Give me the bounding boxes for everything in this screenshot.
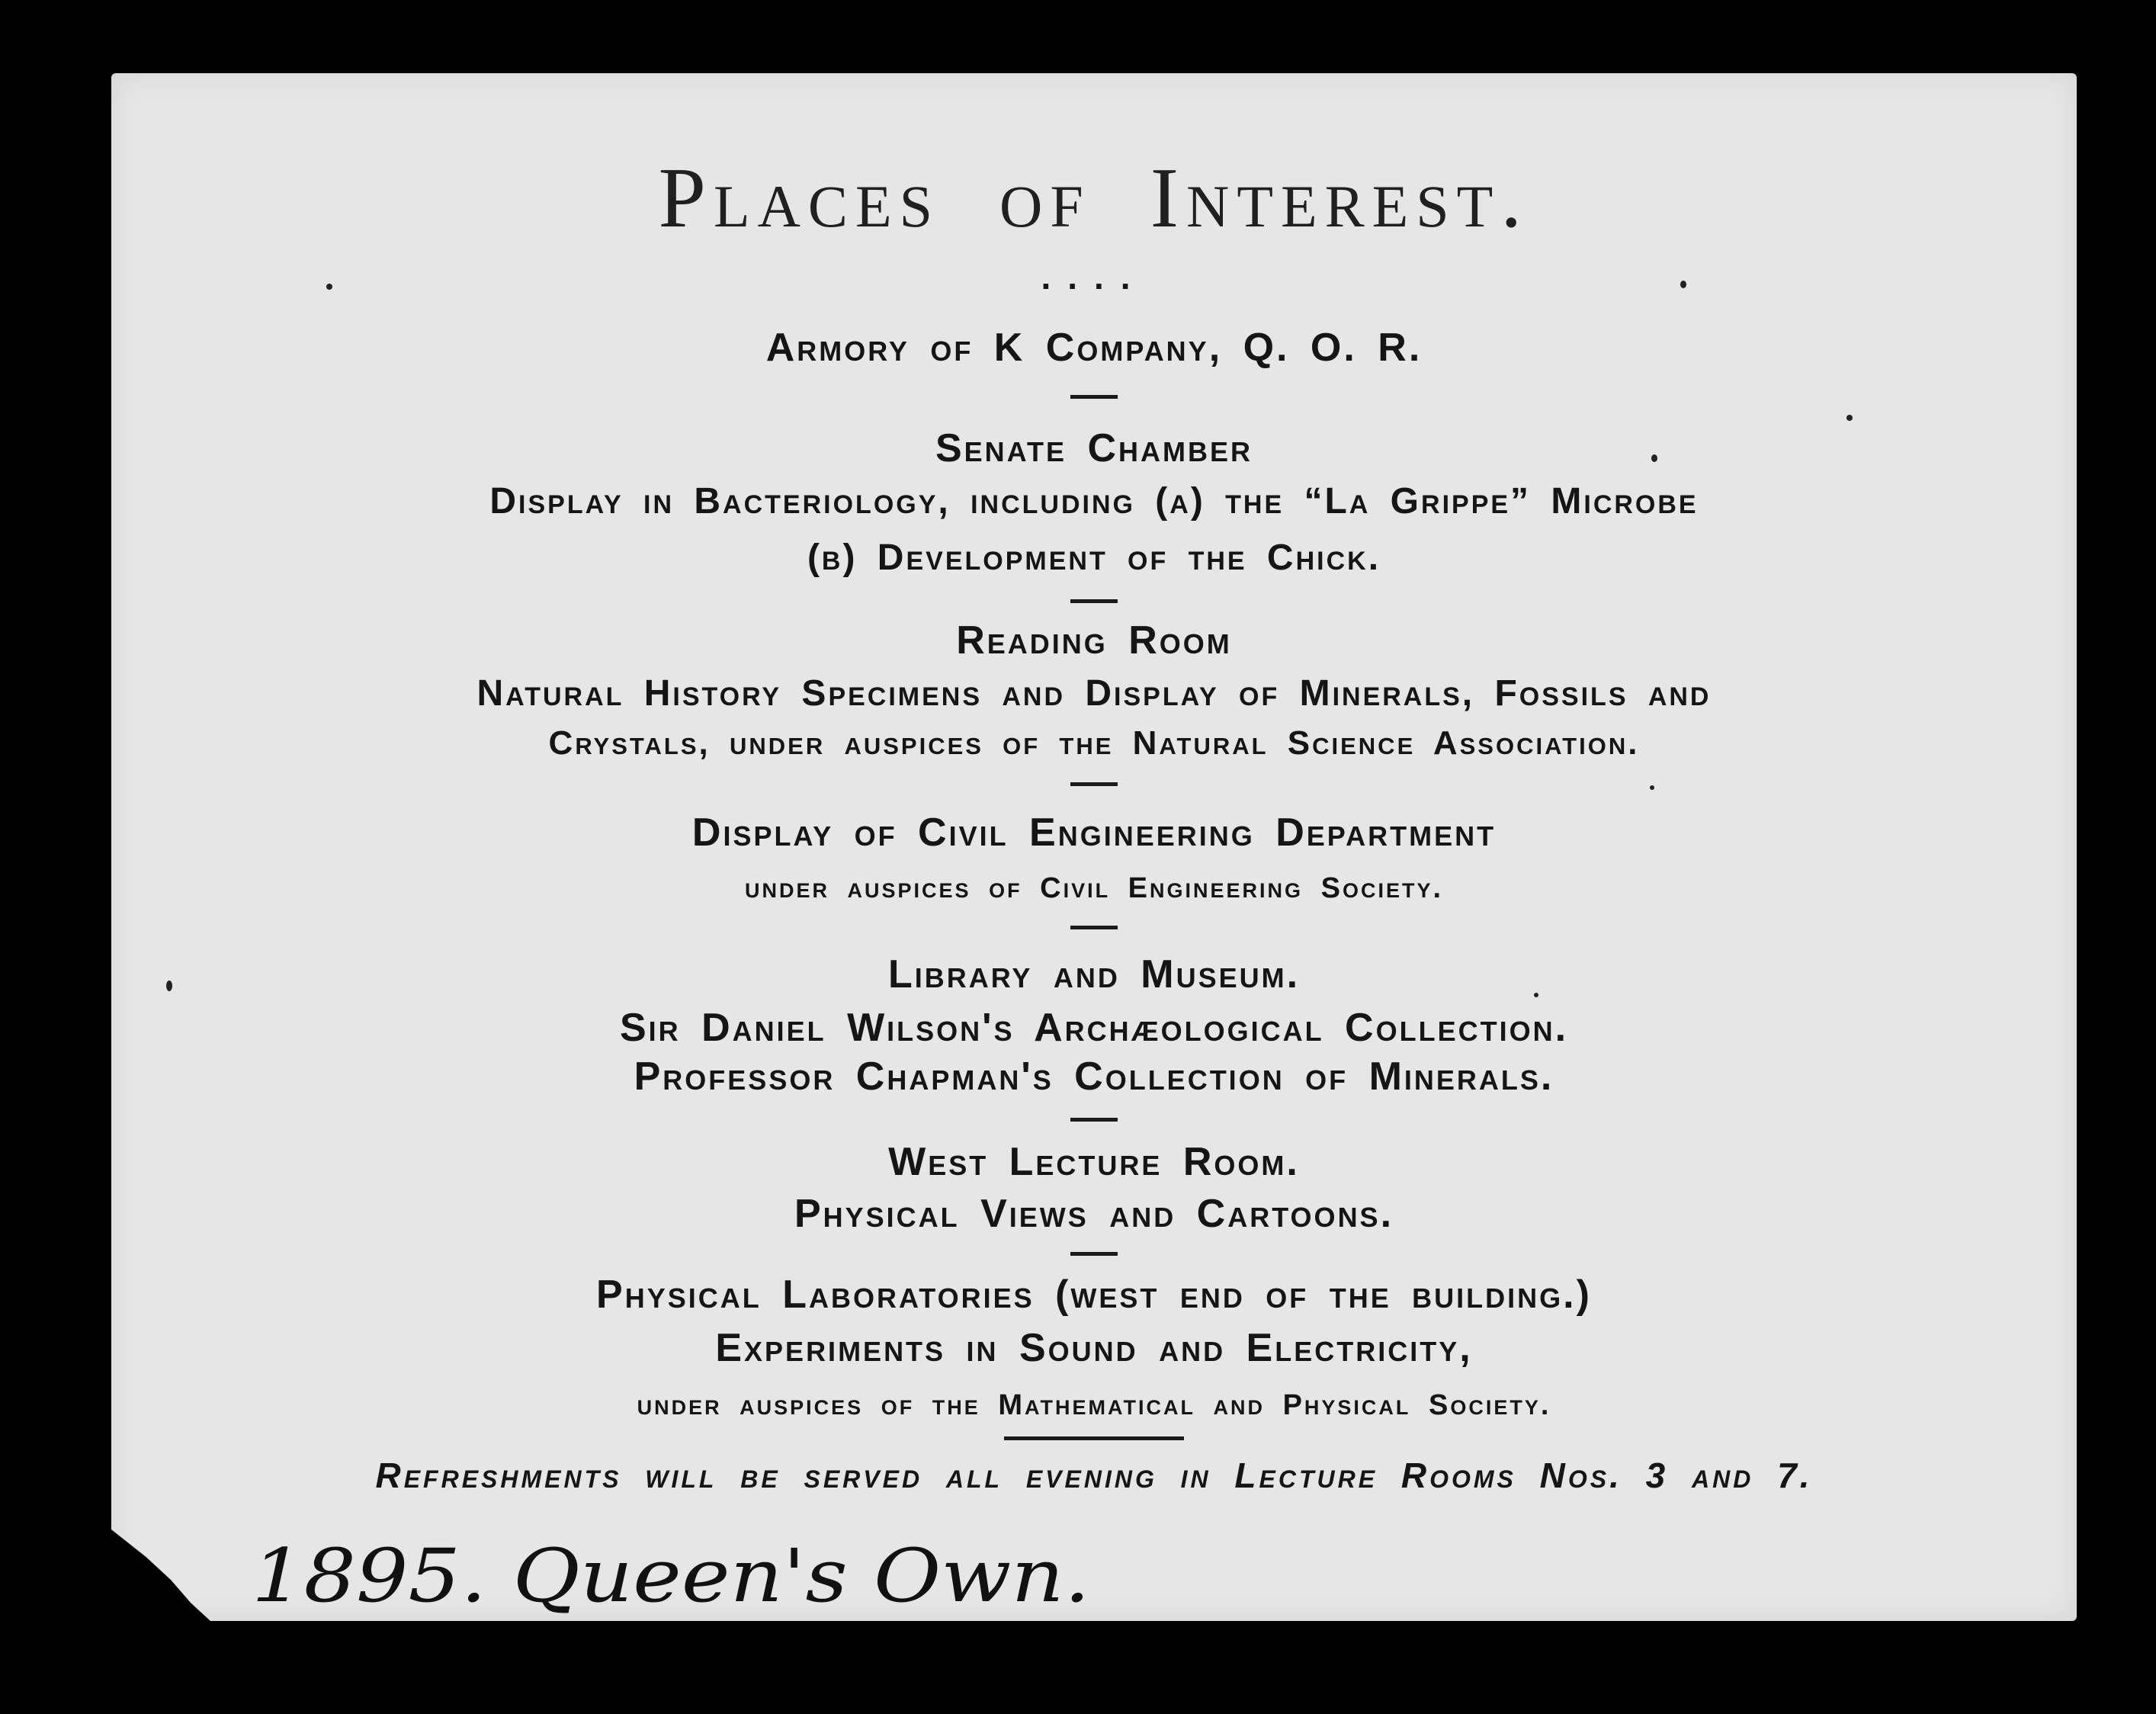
experiments-line: Experiments in Sound and Electricity, (715, 1326, 1473, 1370)
refreshments-note: Refreshments will be served all evening in Lecture Rooms Nos. 3 and 7. (375, 1456, 1813, 1495)
armory-heading: Armory of K Company, Q. O. R. (765, 326, 1423, 370)
divider-rule-long (1004, 1436, 1184, 1440)
speck (1846, 415, 1853, 421)
chapman-collection-line: Professor Chapman's Collection of Minerals. (634, 1054, 1554, 1099)
speck (1534, 993, 1538, 997)
bacteriology-line: Display in Bacteriology, including (a) the “La Grippe” Microbe (489, 481, 1699, 522)
speck (1680, 281, 1686, 288)
mathematical-society-line: under auspices of the Mathematical and Physical Society. (637, 1389, 1551, 1421)
physical-views-line: Physical Views and Cartoons. (794, 1192, 1394, 1236)
civil-engineering-heading: Display of Civil Engineering Department (691, 810, 1497, 855)
handwritten-annotation (252, 1540, 1166, 1616)
crystals-line: Crystals, under auspices of the Natural Science Association. (548, 724, 1640, 762)
west-lecture-room-heading: West Lecture Room. (888, 1140, 1300, 1184)
speck (1650, 785, 1654, 790)
divider-rule (1070, 599, 1118, 603)
civil-engineering-society-line: under auspices of Civil Engineering Society. (744, 872, 1444, 904)
divider-rule (1070, 1252, 1118, 1256)
divider-rule (1070, 926, 1118, 929)
handwritten-text: 1895. Queen's Own. (252, 1540, 1090, 1616)
divider-rule (1070, 782, 1118, 786)
divider-rule (1070, 1118, 1118, 1122)
speck (326, 284, 332, 290)
chick-development-line: (b) Development of the Chick. (807, 538, 1381, 578)
handwritten-annotation-drawing (252, 1540, 1166, 1616)
divider-rule (1070, 395, 1118, 399)
reading-room-heading: Reading Room (956, 618, 1232, 663)
library-museum-heading: Library and Museum. (887, 952, 1301, 997)
wilson-collection-line: Sir Daniel Wilson's Archæological Collection. (619, 1006, 1569, 1050)
senate-chamber-heading: Senate Chamber (935, 426, 1253, 470)
speck (166, 981, 172, 991)
program-card (111, 73, 2077, 1621)
title-separator: .... (1041, 257, 1147, 297)
physical-laboratories-heading: Physical Laboratories (west end of the building.) (596, 1273, 1592, 1317)
speck (1651, 454, 1657, 462)
page-title: Places of Interest. (658, 151, 1530, 246)
natural-history-line: Natural History Specimens and Display of Minerals, Fossils and (476, 673, 1712, 714)
